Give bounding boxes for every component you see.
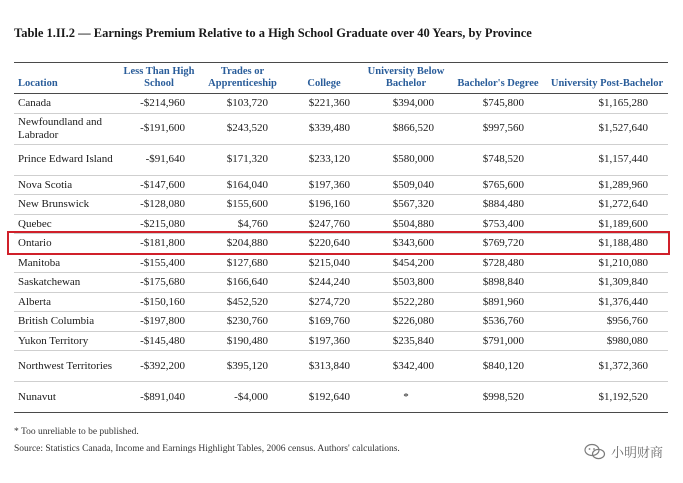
value-cell: $522,280 (362, 292, 450, 312)
value-cell: $567,320 (362, 195, 450, 215)
location-cell: Alberta (14, 292, 119, 312)
value-cell: $274,720 (286, 292, 362, 312)
value-cell: -$147,600 (119, 175, 199, 195)
value-cell: -$392,200 (119, 351, 199, 382)
value-cell: $503,800 (362, 273, 450, 293)
location-cell: Newfoundland and Labrador (14, 113, 119, 144)
value-cell: $840,120 (450, 351, 546, 382)
value-cell: $1,289,960 (546, 175, 668, 195)
value-cell: $127,680 (199, 253, 286, 273)
table-row (14, 331, 668, 351)
value-cell: $313,840 (286, 351, 362, 382)
value-cell: $230,760 (199, 312, 286, 332)
value-cell: $891,960 (450, 292, 546, 312)
table-row (14, 113, 668, 144)
table-row (14, 175, 668, 195)
value-cell: $580,000 (362, 144, 450, 175)
value-cell: $395,120 (199, 351, 286, 382)
value-cell: $728,480 (450, 253, 546, 273)
wechat-logo-icon (584, 443, 606, 461)
table-row (14, 234, 668, 254)
value-cell: $1,372,360 (546, 351, 668, 382)
location-cell: Ontario (14, 234, 119, 254)
value-cell: $196,160 (286, 195, 362, 215)
value-cell: $748,520 (450, 144, 546, 175)
location-cell: Saskatchewan (14, 273, 119, 293)
value-cell: -$197,800 (119, 312, 199, 332)
value-cell: $956,760 (546, 312, 668, 332)
value-cell: -$91,640 (119, 144, 199, 175)
value-cell: $339,480 (286, 113, 362, 144)
value-cell: $791,000 (450, 331, 546, 351)
value-cell: $769,720 (450, 234, 546, 254)
value-cell: $394,000 (362, 94, 450, 114)
column-header-less-than-high-school: Less Than High School (119, 63, 199, 94)
value-cell: $884,480 (450, 195, 546, 215)
column-header-location: Location (14, 63, 119, 94)
value-cell: $343,600 (362, 234, 450, 254)
value-cell: $866,520 (362, 113, 450, 144)
value-cell: $215,040 (286, 253, 362, 273)
column-header-bachelors-degree: Bachelor's Degree (450, 63, 546, 94)
value-cell: $536,760 (450, 312, 546, 332)
value-cell: $745,800 (450, 94, 546, 114)
header-row (14, 63, 668, 94)
value-cell: $220,640 (286, 234, 362, 254)
value-cell: $103,720 (199, 94, 286, 114)
earnings-table (14, 63, 668, 413)
table-row (14, 351, 668, 382)
value-cell: $190,480 (199, 331, 286, 351)
table-row (14, 292, 668, 312)
value-cell: $171,320 (199, 144, 286, 175)
value-cell: $1,527,640 (546, 113, 668, 144)
table-row (14, 144, 668, 175)
table-row (14, 195, 668, 215)
location-cell: British Columbia (14, 312, 119, 332)
table-row (14, 253, 668, 273)
value-cell: $1,272,640 (546, 195, 668, 215)
column-header-college: College (286, 63, 362, 94)
location-cell: Canada (14, 94, 119, 114)
value-cell: $980,080 (546, 331, 668, 351)
value-cell: $1,376,440 (546, 292, 668, 312)
table-body (14, 94, 668, 413)
value-cell: $226,080 (362, 312, 450, 332)
value-cell: $1,188,480 (546, 234, 668, 254)
value-cell: $197,360 (286, 175, 362, 195)
earnings-table-container (14, 62, 668, 413)
source-note: Source: Statistics Canada, Income and Earnings Highlight Tables, 2006 census. Authors' calculations. (14, 444, 400, 454)
location-cell: Quebec (14, 214, 119, 234)
table-row (14, 94, 668, 114)
value-cell: $1,210,080 (546, 253, 668, 273)
value-cell: $753,400 (450, 214, 546, 234)
table-row (14, 214, 668, 234)
watermark (584, 442, 663, 461)
column-header-university-post-bachelor: University Post-Bachelor (546, 63, 668, 94)
location-cell: New Brunswick (14, 195, 119, 215)
table-row (14, 312, 668, 332)
value-cell: -$215,080 (119, 214, 199, 234)
value-cell: $192,640 (286, 382, 362, 413)
footnote: * Too unreliable to be published. (14, 427, 139, 437)
table-row (14, 382, 668, 413)
value-cell: $197,360 (286, 331, 362, 351)
value-cell: $1,192,520 (546, 382, 668, 413)
value-cell: $898,840 (450, 273, 546, 293)
value-cell: $235,840 (362, 331, 450, 351)
value-cell: $233,120 (286, 144, 362, 175)
value-cell: -$891,040 (119, 382, 199, 413)
column-header-trades: Trades or Apprenticeship (199, 63, 286, 94)
value-cell: -$181,800 (119, 234, 199, 254)
value-cell: $169,760 (286, 312, 362, 332)
value-cell: -$191,600 (119, 113, 199, 144)
value-cell: $1,165,280 (546, 94, 668, 114)
location-cell: Nova Scotia (14, 175, 119, 195)
value-cell: $1,189,600 (546, 214, 668, 234)
value-cell: $509,040 (362, 175, 450, 195)
value-cell: $4,760 (199, 214, 286, 234)
location-cell: Nunavut (14, 382, 119, 413)
value-cell: -$155,400 (119, 253, 199, 273)
value-cell: $765,600 (450, 175, 546, 195)
watermark-text: 小明财商 (610, 446, 663, 461)
location-cell: Northwest Territories (14, 351, 119, 382)
value-cell: $1,157,440 (546, 144, 668, 175)
value-cell: $155,600 (199, 195, 286, 215)
value-cell: -$128,080 (119, 195, 199, 215)
value-cell: $164,040 (199, 175, 286, 195)
value-cell: $997,560 (450, 113, 546, 144)
value-cell: $452,520 (199, 292, 286, 312)
table-title: Table 1.II.2 — Earnings Premium Relative to a High School Graduate over 40 Years, by Province (14, 26, 532, 40)
value-cell: -$4,000 (199, 382, 286, 413)
table-row (14, 273, 668, 293)
value-cell: $221,360 (286, 94, 362, 114)
value-cell: $204,880 (199, 234, 286, 254)
value-cell: $247,760 (286, 214, 362, 234)
value-cell: -$150,160 (119, 292, 199, 312)
value-cell: $1,309,840 (546, 273, 668, 293)
value-cell: -$145,480 (119, 331, 199, 351)
location-cell: Yukon Territory (14, 331, 119, 351)
value-cell: $504,880 (362, 214, 450, 234)
value-cell: $998,520 (450, 382, 546, 413)
value-cell: -$175,680 (119, 273, 199, 293)
value-cell: * (362, 382, 450, 413)
value-cell: $166,640 (199, 273, 286, 293)
value-cell: -$214,960 (119, 94, 199, 114)
value-cell: $454,200 (362, 253, 450, 273)
value-cell: $243,520 (199, 113, 286, 144)
column-header-university-below-bachelor: University Below Bachelor (362, 63, 450, 94)
value-cell: $342,400 (362, 351, 450, 382)
location-cell: Manitoba (14, 253, 119, 273)
value-cell: $244,240 (286, 273, 362, 293)
location-cell: Prince Edward Island (14, 144, 119, 175)
